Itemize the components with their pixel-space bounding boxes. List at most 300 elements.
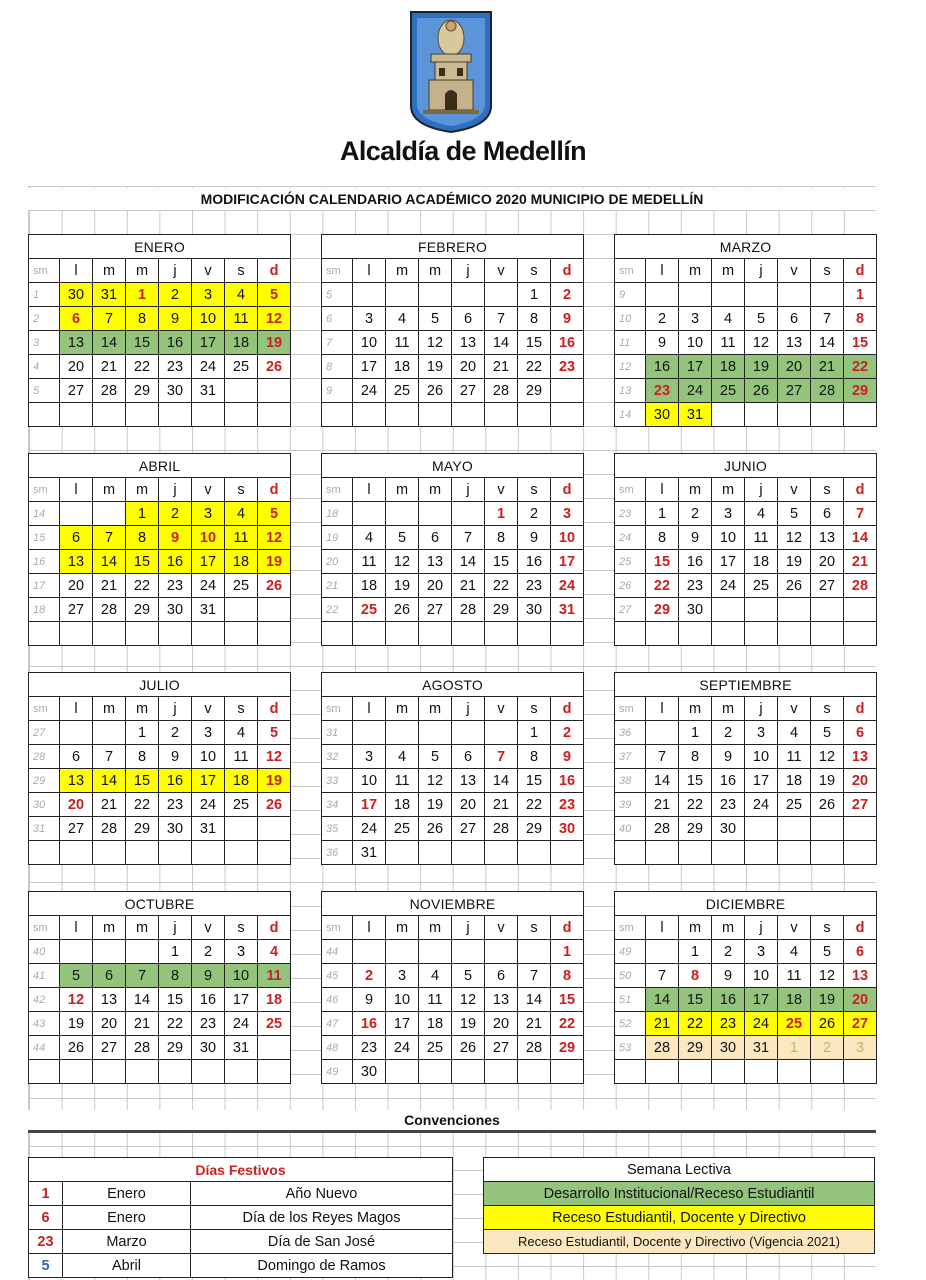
day-cell: 28 <box>646 817 679 841</box>
holiday-month: Abril <box>63 1254 191 1278</box>
weekday-header: sm <box>322 478 353 502</box>
week-row <box>29 1012 291 1036</box>
day-cell: 4 <box>225 721 258 745</box>
day-cell: 27 <box>60 817 93 841</box>
day-cell: 16 <box>159 331 192 355</box>
day-cell: 18 <box>778 988 811 1012</box>
weekday-header: m <box>93 259 126 283</box>
day-cell: 20 <box>844 988 877 1012</box>
month-name: SEPTIEMBRE <box>615 673 877 697</box>
day-cell: 25 <box>225 574 258 598</box>
day-cell: 28 <box>93 817 126 841</box>
week-number: 19 <box>322 526 353 550</box>
empty-cell <box>745 598 778 622</box>
week-number: 43 <box>29 1012 60 1036</box>
day-cell: 2 <box>353 964 386 988</box>
day-cell: 30 <box>646 403 679 427</box>
day-cell: 11 <box>258 964 291 988</box>
day-cell: 12 <box>811 745 844 769</box>
weekday-header: d <box>844 478 877 502</box>
empty-cell <box>386 841 419 865</box>
day-cell: 24 <box>192 355 225 379</box>
day-cell: 5 <box>452 964 485 988</box>
day-cell: 6 <box>419 526 452 550</box>
weekday-header: v <box>192 697 225 721</box>
month-abril <box>28 453 290 646</box>
holiday-name: Año Nuevo <box>191 1182 453 1206</box>
empty-cell <box>419 403 452 427</box>
empty-cell <box>258 622 291 646</box>
week-row <box>322 331 584 355</box>
holidays-title: Días Festivos <box>29 1158 453 1182</box>
week-number: 16 <box>29 550 60 574</box>
week-number: 5 <box>29 379 60 403</box>
empty-cell <box>485 622 518 646</box>
day-cell: 9 <box>646 331 679 355</box>
day-cell: 1 <box>646 502 679 526</box>
empty-cell <box>192 403 225 427</box>
day-cell: 4 <box>386 745 419 769</box>
empty-cell <box>452 622 485 646</box>
day-cell: 21 <box>811 355 844 379</box>
weekday-header: v <box>192 916 225 940</box>
day-cell: 24 <box>712 574 745 598</box>
day-cell: 21 <box>126 1012 159 1036</box>
empty-cell <box>258 817 291 841</box>
day-cell: 25 <box>225 793 258 817</box>
day-cell: 7 <box>126 964 159 988</box>
empty-cell <box>518 622 551 646</box>
week-number: 44 <box>29 1036 60 1060</box>
day-cell: 30 <box>60 283 93 307</box>
empty-cell <box>712 598 745 622</box>
empty-cell <box>844 841 877 865</box>
empty-cell <box>353 403 386 427</box>
holiday-day: 1 <box>29 1182 63 1206</box>
weekday-header: sm <box>29 478 60 502</box>
day-cell: 3 <box>679 307 712 331</box>
empty-cell <box>485 403 518 427</box>
holiday-row <box>29 1206 453 1230</box>
legend-item: Receso Estudiantil, Docente y Directivo (Vigencia 2021) <box>484 1230 875 1254</box>
weekday-header: s <box>225 916 258 940</box>
week-number: 15 <box>29 526 60 550</box>
weekday-header: sm <box>322 916 353 940</box>
day-cell: 30 <box>159 598 192 622</box>
day-cell: 16 <box>159 769 192 793</box>
empty-cell <box>60 403 93 427</box>
legend-item: Desarrollo Institucional/Receso Estudiantil <box>484 1182 875 1206</box>
week-number: 18 <box>29 598 60 622</box>
day-cell: 8 <box>518 307 551 331</box>
day-cell: 14 <box>93 331 126 355</box>
weekday-header: j <box>159 478 192 502</box>
empty-cell <box>679 1060 712 1084</box>
day-cell: 11 <box>386 331 419 355</box>
day-cell: 28 <box>452 598 485 622</box>
week-number: 8 <box>322 355 353 379</box>
day-cell: 27 <box>844 1012 877 1036</box>
day-cell: 13 <box>419 550 452 574</box>
day-cell: 15 <box>518 769 551 793</box>
day-cell: 1 <box>159 940 192 964</box>
empty-cell <box>225 817 258 841</box>
empty-cell <box>452 502 485 526</box>
week-number: 42 <box>29 988 60 1012</box>
day-cell: 7 <box>93 745 126 769</box>
day-cell: 12 <box>452 988 485 1012</box>
day-cell: 18 <box>745 550 778 574</box>
day-cell: 27 <box>452 817 485 841</box>
empty-cell <box>811 283 844 307</box>
empty-cell <box>225 403 258 427</box>
weekday-header: m <box>419 259 452 283</box>
day-cell: 21 <box>93 574 126 598</box>
week-number: 53 <box>615 1036 646 1060</box>
day-cell: 22 <box>485 574 518 598</box>
day-cell: 11 <box>712 331 745 355</box>
empty-cell <box>258 1060 291 1084</box>
weekday-header: s <box>811 916 844 940</box>
weekday-header: v <box>778 916 811 940</box>
day-cell: 16 <box>712 988 745 1012</box>
month-febrero <box>321 234 583 427</box>
week-row <box>29 721 291 745</box>
day-cell: 10 <box>225 964 258 988</box>
day-cell: 17 <box>225 988 258 1012</box>
day-cell: 16 <box>353 1012 386 1036</box>
weekday-header: m <box>126 697 159 721</box>
empty-cell <box>419 1060 452 1084</box>
week-row <box>615 355 877 379</box>
weekday-header: sm <box>29 697 60 721</box>
day-cell: 1 <box>679 940 712 964</box>
day-cell: 13 <box>452 769 485 793</box>
weekday-header: l <box>60 259 93 283</box>
empty-cell <box>452 841 485 865</box>
day-cell: 20 <box>452 793 485 817</box>
day-cell: 22 <box>126 574 159 598</box>
week-row <box>29 307 291 331</box>
empty-cell <box>518 841 551 865</box>
day-cell: 8 <box>646 526 679 550</box>
empty-cell <box>679 283 712 307</box>
week-row <box>322 622 584 646</box>
day-cell: 15 <box>551 988 584 1012</box>
empty-cell <box>485 721 518 745</box>
day-cell: 31 <box>353 841 386 865</box>
week-row <box>615 379 877 403</box>
day-cell: 17 <box>192 769 225 793</box>
empty-cell <box>419 841 452 865</box>
day-cell: 28 <box>93 598 126 622</box>
day-cell: 9 <box>679 526 712 550</box>
weekday-header: l <box>646 259 679 283</box>
day-cell: 11 <box>225 307 258 331</box>
day-cell: 31 <box>745 1036 778 1060</box>
weekday-header: m <box>679 697 712 721</box>
day-cell: 21 <box>93 355 126 379</box>
day-cell: 16 <box>646 355 679 379</box>
empty-cell <box>551 841 584 865</box>
day-cell: 29 <box>679 1036 712 1060</box>
day-cell: 12 <box>419 769 452 793</box>
empty-cell <box>126 841 159 865</box>
day-cell: 27 <box>778 379 811 403</box>
day-cell: 20 <box>844 769 877 793</box>
day-cell: 31 <box>192 817 225 841</box>
day-cell: 10 <box>551 526 584 550</box>
weekday-header: m <box>126 259 159 283</box>
weekday-header: l <box>353 259 386 283</box>
week-number: 38 <box>615 769 646 793</box>
day-cell: 7 <box>646 745 679 769</box>
day-cell: 24 <box>225 1012 258 1036</box>
weekday-header: j <box>745 697 778 721</box>
day-cell: 2 <box>811 1036 844 1060</box>
day-cell: 4 <box>419 964 452 988</box>
weekday-header: s <box>225 259 258 283</box>
empty-cell <box>60 622 93 646</box>
day-cell: 28 <box>518 1036 551 1060</box>
day-cell: 19 <box>60 1012 93 1036</box>
weekday-header: d <box>844 259 877 283</box>
day-cell: 30 <box>159 379 192 403</box>
empty-cell <box>811 841 844 865</box>
empty-cell <box>353 283 386 307</box>
day-cell: 8 <box>518 745 551 769</box>
empty-cell <box>778 283 811 307</box>
week-number: 14 <box>615 403 646 427</box>
day-cell: 6 <box>844 721 877 745</box>
week-row <box>615 331 877 355</box>
day-cell: 7 <box>811 307 844 331</box>
day-cell: 12 <box>258 307 291 331</box>
day-cell: 26 <box>60 1036 93 1060</box>
day-cell: 22 <box>646 574 679 598</box>
day-cell: 2 <box>712 940 745 964</box>
empty-cell <box>386 1060 419 1084</box>
week-row <box>615 793 877 817</box>
day-cell: 2 <box>518 502 551 526</box>
day-cell: 1 <box>485 502 518 526</box>
day-cell: 9 <box>712 745 745 769</box>
day-cell: 28 <box>646 1036 679 1060</box>
month-enero <box>28 234 290 427</box>
week-number: 29 <box>29 769 60 793</box>
week-number: 7 <box>322 331 353 355</box>
week-number: 41 <box>29 964 60 988</box>
week-row <box>29 403 291 427</box>
week-row <box>322 1036 584 1060</box>
weekday-header: m <box>386 697 419 721</box>
day-cell: 17 <box>745 769 778 793</box>
weekday-header: l <box>60 478 93 502</box>
week-number: 12 <box>615 355 646 379</box>
day-cell: 13 <box>60 331 93 355</box>
week-number <box>29 622 60 646</box>
day-cell: 9 <box>712 964 745 988</box>
day-cell: 30 <box>159 817 192 841</box>
day-cell: 11 <box>778 745 811 769</box>
empty-cell <box>551 379 584 403</box>
empty-cell <box>258 841 291 865</box>
day-cell: 17 <box>192 331 225 355</box>
weekday-header: j <box>159 697 192 721</box>
month-name: NOVIEMBRE <box>322 892 584 916</box>
empty-cell <box>518 1060 551 1084</box>
day-cell: 15 <box>844 331 877 355</box>
conventions-divider <box>28 1130 876 1133</box>
week-number: 49 <box>615 940 646 964</box>
week-number: 27 <box>615 598 646 622</box>
empty-cell <box>844 403 877 427</box>
day-cell: 18 <box>386 355 419 379</box>
day-cell: 26 <box>419 379 452 403</box>
empty-cell <box>258 403 291 427</box>
empty-cell <box>93 1060 126 1084</box>
weekday-header: j <box>159 259 192 283</box>
holidays-table <box>28 1157 453 1278</box>
weekday-header: d <box>844 697 877 721</box>
day-cell: 17 <box>353 793 386 817</box>
week-row <box>322 745 584 769</box>
week-row <box>322 793 584 817</box>
day-cell: 14 <box>485 769 518 793</box>
day-cell: 2 <box>159 283 192 307</box>
empty-cell <box>126 403 159 427</box>
week-row <box>322 1012 584 1036</box>
weekday-header: d <box>844 916 877 940</box>
weekday-header: sm <box>322 259 353 283</box>
day-cell: 18 <box>419 1012 452 1036</box>
week-row <box>322 355 584 379</box>
week-row <box>29 1036 291 1060</box>
week-row <box>322 598 584 622</box>
day-cell: 10 <box>353 331 386 355</box>
day-cell: 5 <box>258 721 291 745</box>
empty-cell <box>60 502 93 526</box>
day-cell: 3 <box>192 283 225 307</box>
day-cell: 23 <box>551 355 584 379</box>
week-number: 49 <box>322 1060 353 1084</box>
day-cell: 4 <box>778 721 811 745</box>
empty-cell <box>712 841 745 865</box>
day-cell: 11 <box>745 526 778 550</box>
day-cell: 16 <box>679 550 712 574</box>
week-number: 17 <box>29 574 60 598</box>
weekday-header: s <box>225 478 258 502</box>
day-cell: 9 <box>159 526 192 550</box>
empty-cell <box>646 622 679 646</box>
day-cell: 7 <box>518 964 551 988</box>
weekday-header: m <box>126 478 159 502</box>
week-number: 46 <box>322 988 353 1012</box>
weekday-header: m <box>679 916 712 940</box>
day-cell: 15 <box>518 331 551 355</box>
day-cell: 15 <box>646 550 679 574</box>
day-cell: 6 <box>60 526 93 550</box>
month-mayo <box>321 453 583 646</box>
day-cell: 26 <box>258 793 291 817</box>
week-number <box>615 1060 646 1084</box>
day-cell: 14 <box>452 550 485 574</box>
day-cell: 14 <box>93 550 126 574</box>
day-cell: 23 <box>518 574 551 598</box>
day-cell: 17 <box>353 355 386 379</box>
day-cell: 25 <box>778 1012 811 1036</box>
day-cell: 5 <box>60 964 93 988</box>
day-cell: 19 <box>452 1012 485 1036</box>
day-cell: 23 <box>353 1036 386 1060</box>
day-cell: 9 <box>159 307 192 331</box>
day-cell: 16 <box>159 550 192 574</box>
empty-cell <box>60 721 93 745</box>
day-cell: 23 <box>712 1012 745 1036</box>
empty-cell <box>811 817 844 841</box>
week-row <box>29 940 291 964</box>
day-cell: 31 <box>192 379 225 403</box>
day-cell: 3 <box>192 721 225 745</box>
week-row <box>615 964 877 988</box>
weekday-header: s <box>518 916 551 940</box>
day-cell: 30 <box>551 817 584 841</box>
empty-cell <box>712 622 745 646</box>
day-cell: 9 <box>159 745 192 769</box>
empty-cell <box>518 940 551 964</box>
week-number: 36 <box>615 721 646 745</box>
day-cell: 12 <box>60 988 93 1012</box>
day-cell: 22 <box>679 1012 712 1036</box>
weekday-header: d <box>258 697 291 721</box>
week-number <box>29 841 60 865</box>
day-cell: 31 <box>551 598 584 622</box>
day-cell: 15 <box>485 550 518 574</box>
day-cell: 27 <box>60 379 93 403</box>
week-number: 6 <box>322 307 353 331</box>
day-cell: 7 <box>452 526 485 550</box>
day-cell: 1 <box>518 721 551 745</box>
week-number: 44 <box>322 940 353 964</box>
day-cell: 14 <box>126 988 159 1012</box>
weekday-header: j <box>452 478 485 502</box>
empty-cell <box>844 1060 877 1084</box>
day-cell: 26 <box>386 598 419 622</box>
week-row <box>615 940 877 964</box>
week-row <box>322 526 584 550</box>
weekday-header: m <box>419 916 452 940</box>
weekday-header: j <box>745 916 778 940</box>
empty-cell <box>353 502 386 526</box>
day-cell: 15 <box>126 550 159 574</box>
week-number: 3 <box>29 331 60 355</box>
day-cell: 29 <box>844 379 877 403</box>
medellin-coat-of-arms-icon <box>409 10 493 134</box>
day-cell: 23 <box>679 574 712 598</box>
legend-table <box>483 1157 875 1254</box>
weekday-header: s <box>811 478 844 502</box>
week-number: 24 <box>615 526 646 550</box>
empty-cell <box>159 841 192 865</box>
week-row <box>29 769 291 793</box>
empty-cell <box>419 502 452 526</box>
empty-cell <box>646 841 679 865</box>
day-cell: 21 <box>93 793 126 817</box>
empty-cell <box>712 1060 745 1084</box>
empty-cell <box>93 940 126 964</box>
day-cell: 7 <box>646 964 679 988</box>
day-cell: 4 <box>778 940 811 964</box>
